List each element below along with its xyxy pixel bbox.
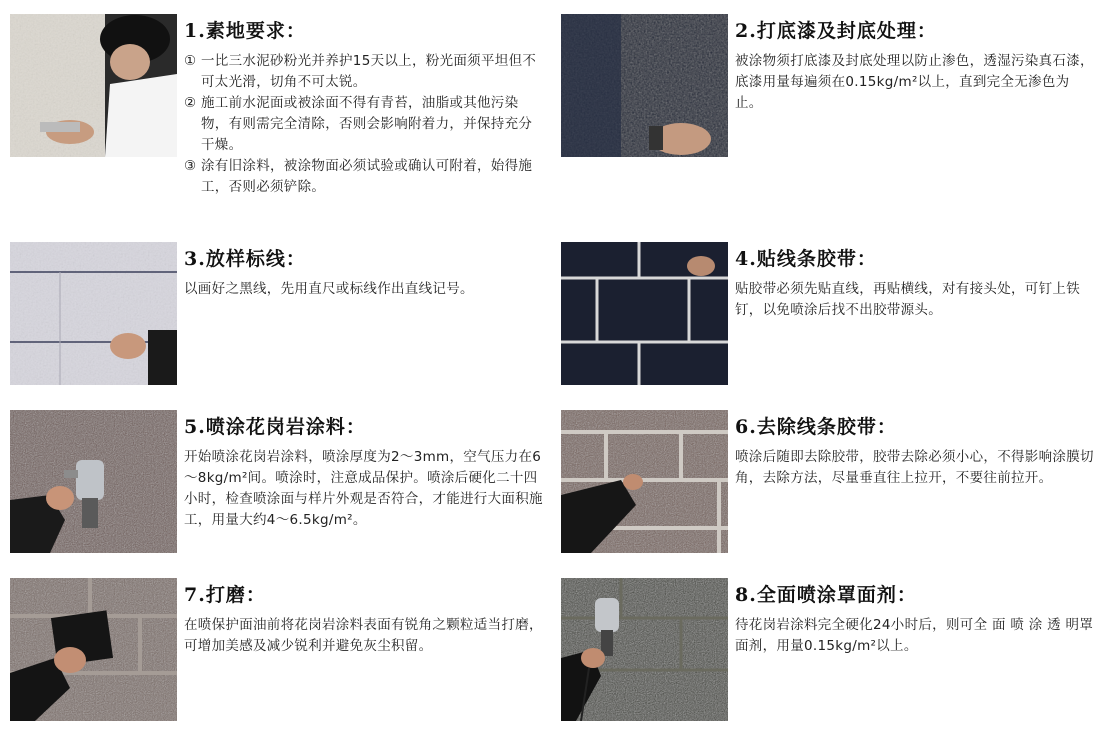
tape-grid-photo <box>561 242 728 385</box>
step-body: 开始喷涂花岗岩涂料，喷涂厚度为2～3mm，空气压力在6～8kg/m²间。喷涂时，注意成品保护。喷涂后硬化二十四小时，检查喷涂面与样片外观是否符合，才能进行大面积施工，用量大约4～6.5kg/m²。 <box>184 449 543 528</box>
step-title: 4.贴线条胶带： <box>735 248 877 270</box>
step-1-text <box>184 16 544 198</box>
sanding-photo <box>10 578 177 721</box>
list-item <box>184 156 544 198</box>
step-body: 待花岗岩涂料完全硬化24小时后，则可全 面 喷 涂 透 明罩面剂，用量0.15kg/m²以上。 <box>735 617 1094 654</box>
step-body: 以画好之黑线，先用直尺或标线作出直线记号。 <box>184 281 474 297</box>
step-body <box>184 51 544 198</box>
worker-plastering-photo <box>10 14 177 157</box>
step-body: 被涂物须打底漆及封底处理以防止渗色，透湿污染真石漆，底漆用量每遍须在0.15kg/m²以上，直到完全无渗色为止。 <box>735 53 1094 111</box>
item-number: ① <box>184 53 197 69</box>
step-2-text <box>735 16 1095 114</box>
step-title: 2.打底漆及封底处理： <box>735 20 937 42</box>
step-body: 在喷保护面油前将花岗岩涂料表面有锐角之颗粒适当打磨，可增加美感及减少锐利并避免灰尘积留。 <box>184 617 543 654</box>
list-item <box>184 93 544 156</box>
step-3 <box>10 242 545 392</box>
item-text: 施工前水泥面或被涂面不得有青苔，油脂或其他污染物，有则需完全清除，否则会影响附着力，并保持充分干燥。 <box>201 95 533 153</box>
step-title: 6.去除线条胶带： <box>735 416 897 438</box>
step-5 <box>10 410 545 560</box>
item-text: 涂有旧涂料，被涂物面必须试验或确认可附着，始得施工，否则必须铲除。 <box>201 158 533 195</box>
step-6 <box>561 410 1096 560</box>
step-6-text <box>735 412 1095 489</box>
step-4-text <box>735 244 1095 321</box>
tape-removal-photo <box>561 410 728 553</box>
step-1 <box>10 14 545 195</box>
topcoat-spray-photo <box>561 578 728 721</box>
step-4 <box>561 242 1096 392</box>
item-text: 一比三水泥砂粉光并养护15天以上，粉光面须平坦但不可太光滑，切角不可太锐。 <box>201 53 537 90</box>
step-body: 喷涂后随即去除胶带，胶带去除必须小心，不得影响涂膜切角，去除方法，尽量垂直往上拉开，不要往前拉开。 <box>735 449 1094 486</box>
item-number: ③ <box>184 158 197 174</box>
step-5-text <box>184 412 544 531</box>
step-7 <box>10 578 545 728</box>
primer-roller-photo <box>561 14 728 157</box>
step-7-text <box>184 580 544 657</box>
step-3-text <box>184 244 544 300</box>
step-body: 贴胶带必须先贴直线，再贴横线，对有接头处，可钉上铁钉，以免喷涂后找不出胶带源头。 <box>735 281 1080 318</box>
step-2 <box>561 14 1096 164</box>
step-title: 3.放样标线： <box>184 248 306 270</box>
step-8-text <box>735 580 1095 657</box>
spray-gun-photo <box>10 410 177 553</box>
step-title: 8.全面喷涂罩面剂： <box>735 584 917 606</box>
list-item <box>184 51 544 93</box>
item-number: ② <box>184 95 197 111</box>
marking-lines-photo <box>10 242 177 385</box>
step-title: 7.打磨： <box>184 584 266 606</box>
step-title: 5.喷涂花岗岩涂料： <box>184 416 366 438</box>
step-title: 1.素地要求： <box>184 20 306 42</box>
step-8 <box>561 578 1096 728</box>
